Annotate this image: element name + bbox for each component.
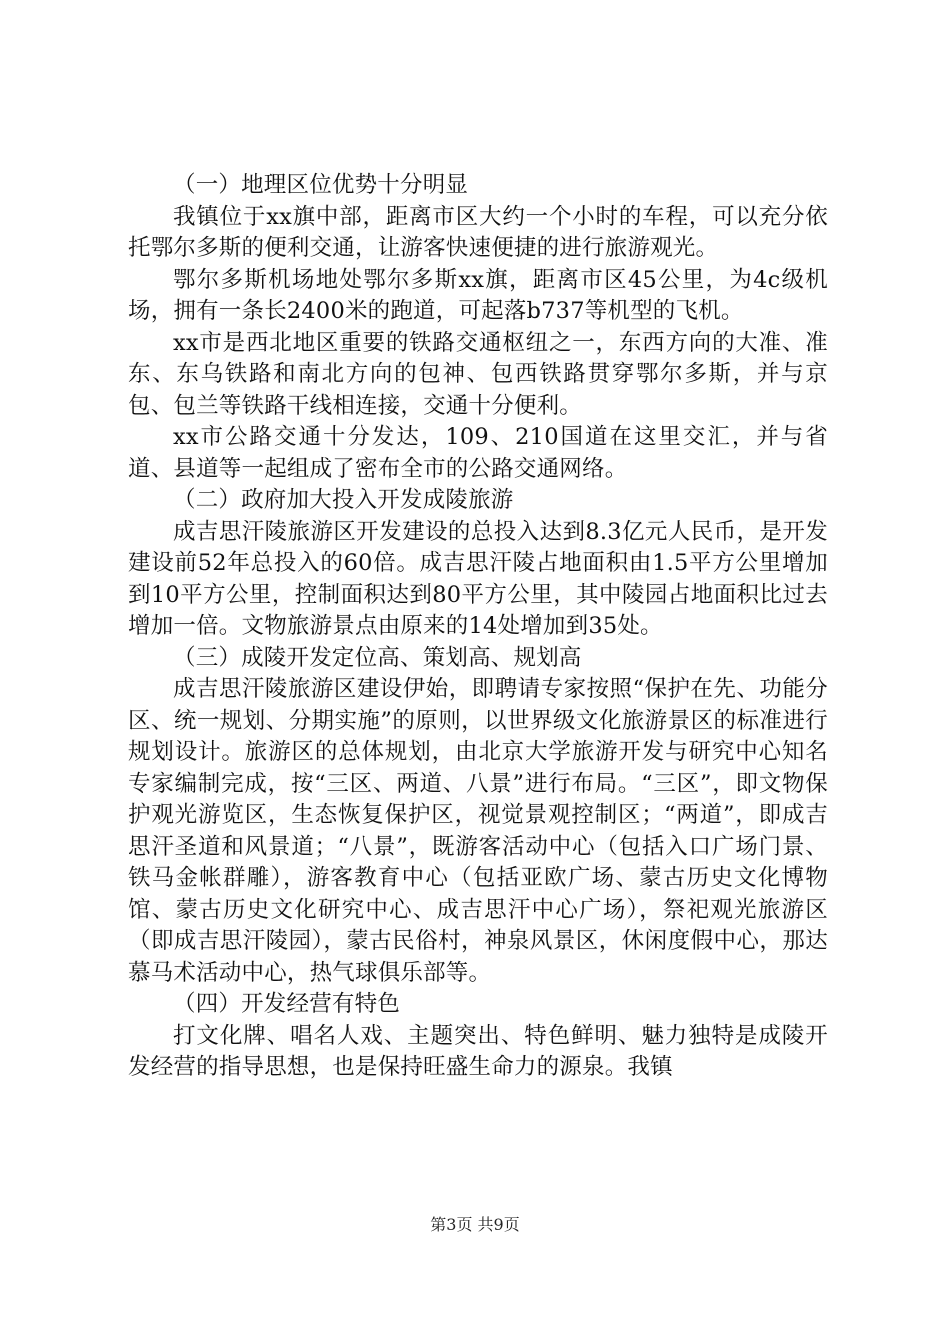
section-heading-4: （四）开发经营有特色 bbox=[173, 991, 401, 1017]
paragraph: 我镇位于xx旗中部，距离市区大约一个小时的车程，可以充分依托鄂尔多斯的便利交通，让游客快速便捷的进行旅游观光。 bbox=[128, 203, 828, 261]
paragraph: 打文化牌、唱名人戏、主题突出、特色鲜明、魅力独特是成陵开发经营的指导思想，也是保持旺盛生命力的源泉。我镇 bbox=[128, 1022, 828, 1080]
paragraph: 成吉思汗陵旅游区开发建设的总投入达到8.3亿元人民币，是开发建设前52年总投入的60倍。成吉思汗陵占地面积由1.5平方公里增加到10平方公里，控制面积达到80平方公里，其中陵园占地面积比过去增加一倍。文物旅游景点由原来的14处增加到35处。 bbox=[128, 518, 828, 639]
section-heading-2: （二）政府加大投入开发成陵旅游 bbox=[173, 487, 514, 513]
section-heading-1: （一）地理区位优势十分明显 bbox=[173, 172, 469, 198]
paragraph: xx市公路交通十分发达，109、210国道在这里交汇，并与省道、县道等一起组成了密布全市的公路交通网络。 bbox=[128, 424, 828, 482]
page-number-footer: 第3页 共9页 bbox=[430, 1215, 520, 1234]
section-heading-3: （三）成陵开发定位高、策划高、规划高 bbox=[173, 644, 582, 671]
paragraph: 成吉思汗陵旅游区建设伊始，即聘请专家按照“保护在先、功能分区、统一规划、分期实施”的原则，以世界级文化旅游景区的标准进行规划设计。旅游区的总体规划，由北京大学旅游开发与研究中心知名专家编制完成，按“三区、两道、八景”进行布局。“三区”，即文物保护观光游览区，生态恢复保护区，视觉景观控制区；“两道”，即成吉思汗圣道和风景道；“八景”，既游客活动中心（包括入口广场门景、铁马金帐群雕），游客教育中心（包括亚欧广场、蒙古历史文化博物馆、蒙古历史文化研究中心、成吉思汗中心广场），祭祀观光旅游区（即成吉思汗陵园），蒙古民俗村，神泉风景区，休闲度假中心，那达慕马术活动中心，热气球俱乐部等。 bbox=[128, 676, 828, 986]
paragraph: 鄂尔多斯机场地处鄂尔多斯xx旗，距离市区45公里，为4c级机场，拥有一条长2400米的跑道，可起落b737等机型的飞机。 bbox=[128, 266, 828, 324]
paragraph: xx市是西北地区重要的铁路交通枢纽之一，东西方向的大准、准东、东乌铁路和南北方向的包神、包西铁路贯穿鄂尔多斯，并与京包、包兰等铁路干线相连接，交通十分便利。 bbox=[128, 329, 828, 419]
document-body bbox=[128, 170, 828, 1084]
